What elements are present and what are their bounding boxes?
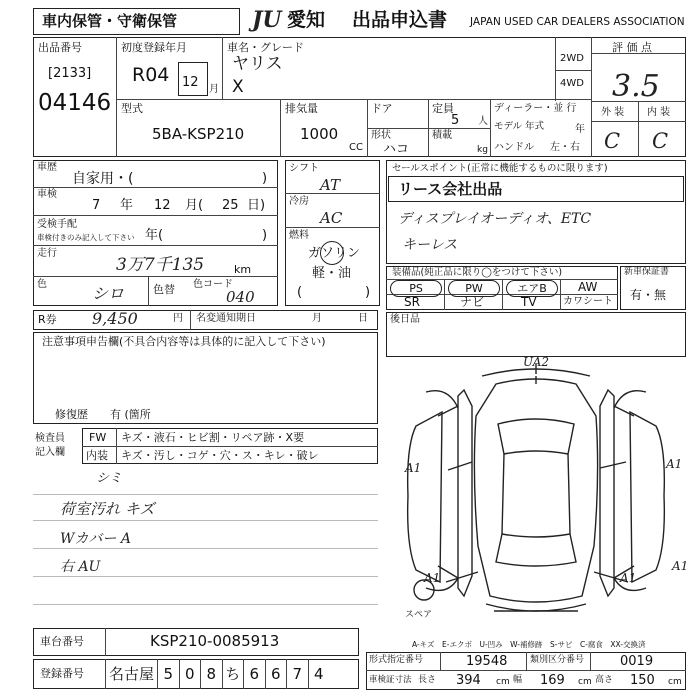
shaken-day-unit: 日) xyxy=(247,198,266,213)
history-label: 車歴 xyxy=(37,162,57,173)
type-no: 19548 xyxy=(466,654,508,669)
equip-sr: SR xyxy=(404,295,420,309)
model-year-label: モデル 年式 xyxy=(494,121,545,132)
car-damage-diagram xyxy=(386,356,689,646)
plate-cell: 6 xyxy=(243,659,265,689)
capacity-value: 5 xyxy=(451,113,460,128)
plate-cell: ち xyxy=(222,659,244,689)
capacity-label: 定員 xyxy=(432,102,454,115)
color-value: シロ xyxy=(92,284,125,303)
remarks-block xyxy=(386,312,686,357)
selling-line1: ディスプレイオーディオ、ETC xyxy=(398,211,592,227)
interior-row-label: 内装 xyxy=(86,449,108,462)
equipment-label: 装備品(純正品に限り◯をつけて下さい) xyxy=(392,267,563,278)
plate-cell: 0 xyxy=(179,659,201,689)
exterior-grade: C xyxy=(604,129,621,153)
color-code-label: 色コード xyxy=(193,279,233,290)
first-reg-year: R04 xyxy=(132,64,170,86)
mark-a1-extra: A1 xyxy=(672,559,689,573)
notes-label: 注意事項申告欄(不具合内容等は具体的に記入して下さい) xyxy=(42,335,326,348)
mileage-label: 走行 xyxy=(37,248,57,259)
damage-legend: A-キズ E-エクボ U-凹み W-補修跡 S-サビ C-腐食 XX-交換済 xyxy=(412,640,646,649)
association-english: JAPAN USED CAR DEALERS ASSOCIATION xyxy=(470,16,685,28)
mark-a1-bottom-right: A1 xyxy=(620,571,637,585)
notice-day: 日 xyxy=(358,313,368,324)
form-title: 出品申込書 xyxy=(352,9,448,31)
dealer-label: ディーラー・並 行 xyxy=(494,103,577,114)
door-shape-label: 形状 xyxy=(371,130,391,141)
org-name: 愛知 xyxy=(287,9,326,31)
fuel-gas: ガソリン xyxy=(308,246,361,261)
handle-value: 左・右 xyxy=(550,142,580,153)
length-value: 394 xyxy=(456,673,481,688)
fuel-diesel: 軽・油 xyxy=(312,266,352,281)
car-grade: X xyxy=(232,77,244,97)
handle-label: ハンドル xyxy=(494,142,534,153)
warranty-label: 新車保証書 xyxy=(624,267,670,277)
shift-value: AT xyxy=(320,176,341,194)
inspector-note-2: 荷室汚れ キズ xyxy=(60,500,155,518)
width-unit-label: 幅 xyxy=(513,675,523,685)
rating-label: 評 価 点 xyxy=(612,41,652,54)
drive-4wd: 4WD xyxy=(560,78,584,89)
plate-cell: 5 xyxy=(157,659,179,689)
shaken-month: 12 xyxy=(154,198,171,213)
chassis-value: KSP210-0085913 xyxy=(150,632,280,650)
left-side-profile xyxy=(408,412,442,585)
shaken-day: 25 xyxy=(222,198,239,213)
type-no-label: 形式指定番号 xyxy=(369,655,424,665)
model-value: 5BA-KSP210 xyxy=(152,125,245,143)
equip-airbag: エアB xyxy=(506,280,558,297)
weight-unit: kg xyxy=(477,145,488,155)
car-outline-right xyxy=(600,390,614,596)
aircon-label: 冷房 xyxy=(289,196,309,207)
interior-label: 内 装 xyxy=(647,107,671,118)
model-label: 型式 xyxy=(121,102,143,115)
equip-ps: PS xyxy=(390,280,442,297)
shaken-year-unit: 年 xyxy=(120,198,134,213)
height-unit: cm xyxy=(668,677,682,687)
door-label: ドア xyxy=(371,102,393,115)
plate-cell: 4 xyxy=(308,659,330,689)
chassis-label: 車台番号 xyxy=(40,635,84,648)
shaken-renew-close: ) xyxy=(262,228,268,243)
selling-label: セールスポイント(正常に機能するものに限ります) xyxy=(392,163,608,174)
equip-pw: PW xyxy=(448,280,500,297)
notice-label: 名変通知期日 xyxy=(196,313,256,324)
width-value: 169 xyxy=(540,673,565,688)
color-label: 色 xyxy=(37,279,47,290)
drive-2wd: 2WD xyxy=(560,53,584,64)
interior-items: キズ・汚し・コゲ・穴・ス・キレ・破レ xyxy=(121,449,319,462)
aircon-value: AC xyxy=(320,209,343,227)
first-reg-label: 初度登録年月 xyxy=(121,41,187,54)
storage-badge-text: 車内保管・守衛保管 xyxy=(42,12,178,30)
rating-score: 3.5 xyxy=(612,69,660,104)
fuel-label: 燃料 xyxy=(289,230,309,241)
height-unit-label: 高さ xyxy=(595,675,614,685)
mark-a1-left: A1 xyxy=(405,461,422,475)
ju-logo: JU xyxy=(252,7,282,33)
shift-label: シフト xyxy=(289,163,319,174)
inspector-note-1: シミ xyxy=(96,471,123,486)
interior-grade: C xyxy=(652,129,669,153)
windshield-top xyxy=(498,419,574,454)
recycle-unit: 円 xyxy=(173,313,183,324)
class-no-label: 類別区分番号 xyxy=(530,655,585,665)
mark-a1-right: A1 xyxy=(666,457,683,471)
mileage-unit: km xyxy=(234,263,252,276)
car-outline-left xyxy=(458,390,472,596)
lease-note: リース会社出品 xyxy=(398,180,503,198)
plate-cell: 7 xyxy=(286,659,308,689)
length-unit-label: 長さ xyxy=(418,675,437,685)
remarks-label: 後日品 xyxy=(390,314,420,325)
mileage-value: 3万7千135 xyxy=(116,255,205,275)
inspector-label: 検査員 記入欄 xyxy=(35,433,65,458)
plate-cell: 名古屋 xyxy=(105,659,157,689)
shaken-renew-unit: 年( xyxy=(145,228,164,243)
mark-a1-bottom-left: A1 xyxy=(424,571,441,585)
fuel-circle xyxy=(320,241,344,265)
equip-tv: TV xyxy=(521,295,537,309)
repair-history: 修復歴 有 (箇所 xyxy=(55,408,151,421)
equip-aw: AW xyxy=(578,280,598,294)
plate-cell: 6 xyxy=(265,659,287,689)
selling-line2: キーレス xyxy=(402,237,458,253)
displacement-unit: CC xyxy=(349,142,363,153)
right-side-profile xyxy=(630,412,664,582)
exterior-label: 外 装 xyxy=(601,107,625,118)
width-unit: cm xyxy=(578,677,592,687)
warranty-value: 有・無 xyxy=(630,288,667,302)
length-unit: cm xyxy=(496,677,510,687)
history-close: ) xyxy=(262,171,268,186)
displacement-label: 排気量 xyxy=(285,102,318,115)
inspector-note-3: Wカバー A xyxy=(60,531,131,547)
lot-label: 出品番号 xyxy=(38,41,82,54)
displacement-value: 1000 xyxy=(300,125,339,143)
notice-month: 月 xyxy=(312,313,322,324)
height-value: 150 xyxy=(630,673,655,688)
car-label: 車名・グレード xyxy=(227,41,304,54)
recycle-value: 9,450 xyxy=(92,309,138,328)
recycle-label: R券 xyxy=(38,313,57,326)
car-name: ヤリス xyxy=(232,54,283,74)
first-reg-month: 12 xyxy=(182,75,199,90)
rear-window-top xyxy=(496,534,576,566)
equip-kawa: カワシート xyxy=(563,296,613,307)
shaken-renew-label: 受検手配 xyxy=(37,219,77,230)
shaken-month-unit: 月( xyxy=(185,198,204,213)
shaken-year: 7 xyxy=(92,198,101,213)
spare-label: スペア xyxy=(405,610,433,620)
history-value: 自家用・( xyxy=(72,171,134,187)
lot-code: [2133] xyxy=(48,66,92,81)
mark-ua2: UA2 xyxy=(523,355,550,369)
color-code: 040 xyxy=(226,288,255,306)
plate-cell: 8 xyxy=(200,659,222,689)
color-change-label: 色替 xyxy=(153,283,175,296)
lot-number: 04146 xyxy=(38,90,112,116)
weight-label: 積載 xyxy=(432,130,452,141)
capacity-unit: 人 xyxy=(478,116,488,127)
model-year-unit: 年 xyxy=(575,124,585,135)
door-shape: ハコ xyxy=(383,142,410,157)
inspector-note-4: 右 AU xyxy=(60,559,101,575)
fw-items: キズ・液石・ヒビ割・リペア跡・X要 xyxy=(121,431,305,444)
dim-label: 車検証寸法 xyxy=(369,675,412,685)
class-no: 0019 xyxy=(620,654,654,669)
top-grid xyxy=(33,37,686,157)
equip-navi: ナビ xyxy=(460,295,485,309)
plate-label: 登録番号 xyxy=(40,667,84,680)
car-outline-top xyxy=(474,379,597,602)
shaken-renew-sub: 車検付きのみ記入して下さい xyxy=(37,233,135,242)
first-reg-month-unit: 月 xyxy=(209,84,219,95)
shaken-label: 車検 xyxy=(37,189,57,200)
fw-label: FW xyxy=(89,431,107,444)
